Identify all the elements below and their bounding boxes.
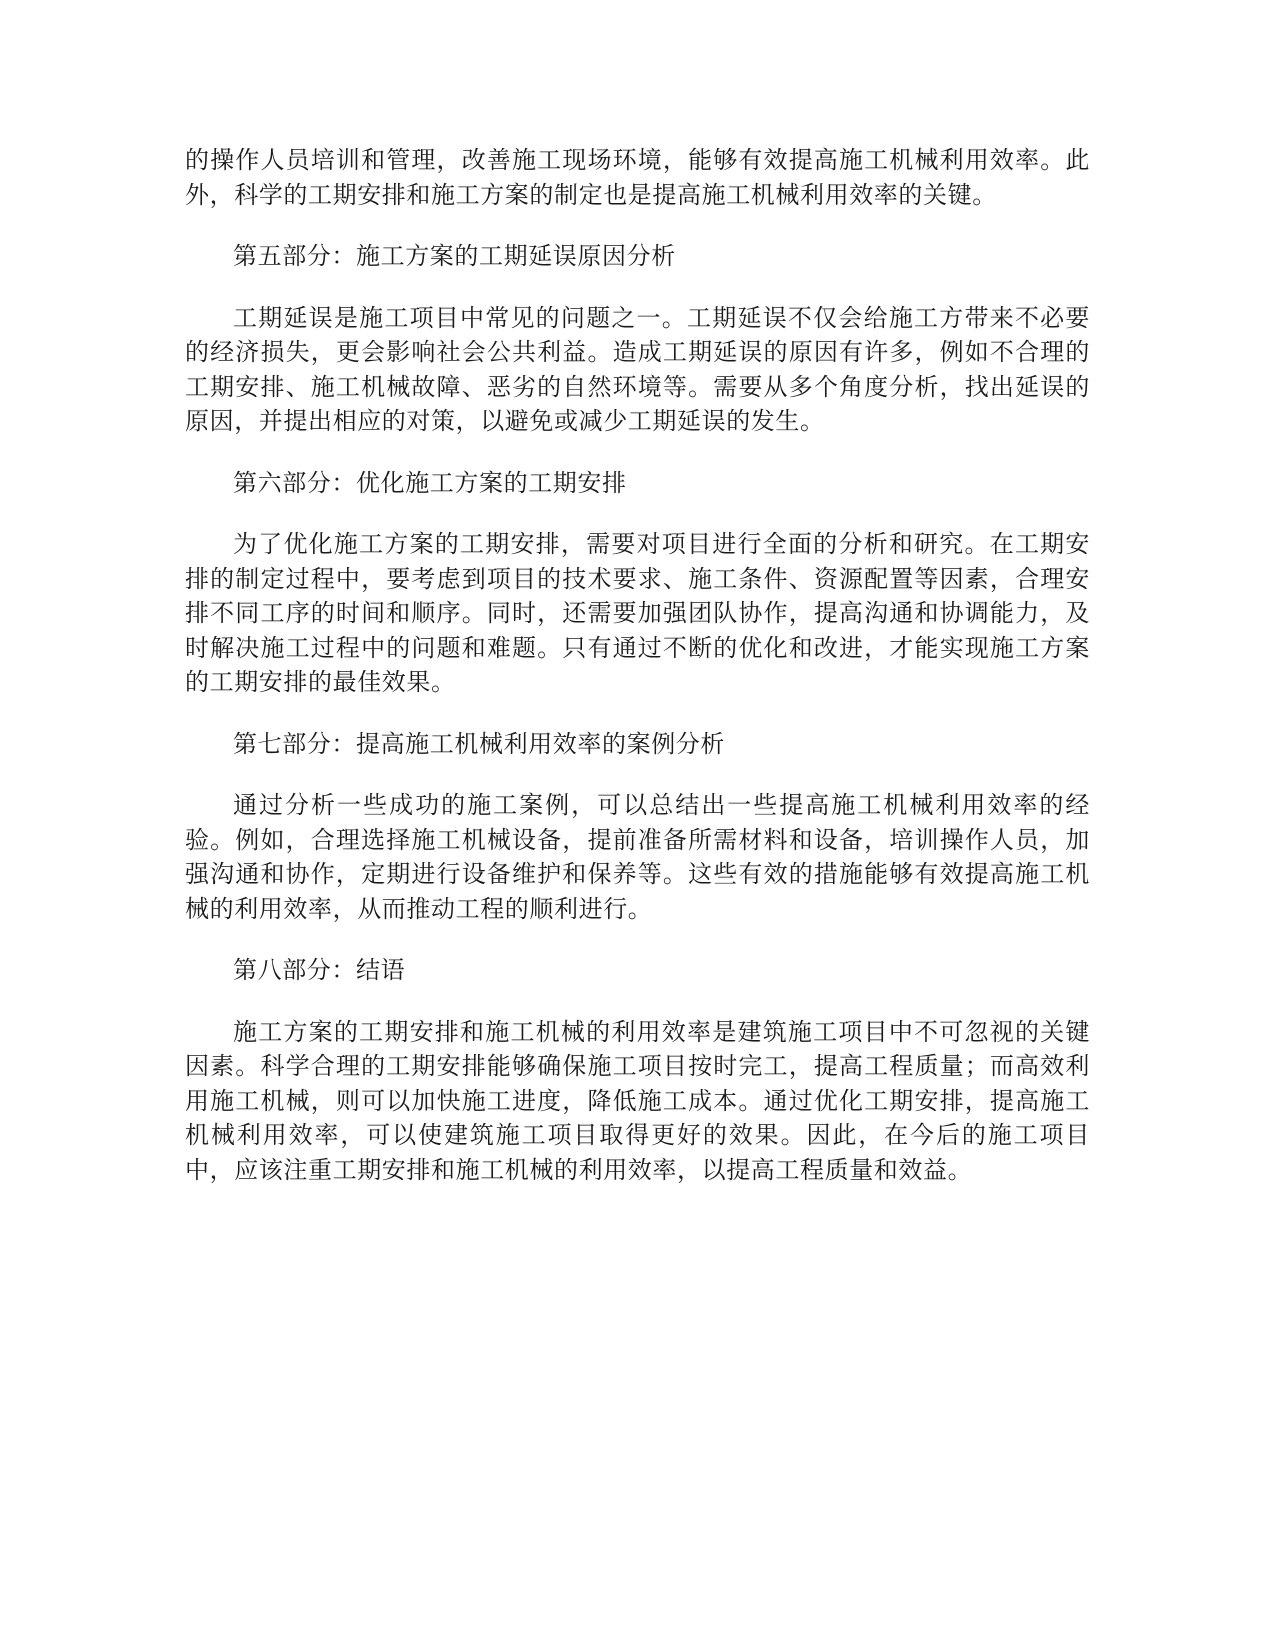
paragraph-case-analysis: 通过分析一些成功的施工案例，可以总结出一些提高施工机械利用效率的经验。例如，合理选择施工机械设备，提前准备所需材料和设备，培训操作人员，加强沟通和协作，定期进行设备维护和保养等。这些有效的措施能够有效提高施工机械的利用效率，从而推动工程的顺利进行。 bbox=[185, 791, 1090, 923]
section-heading-part-5: 第五部分：施工方案的工期延误原因分析 bbox=[233, 242, 676, 270]
paragraph-schedule-optimization: 为了优化施工方案的工期安排，需要对项目进行全面的分析和研究。在工期安排的制定过程中，要考虑到项目的技术要求、施工条件、资源配置等因素，合理安排不同工序的时间和顺序。同时，还需要加强团队协作，提高沟通和协调能力，及时解决施工过程中的问题和难题。只有通过不断的优化和改进，才能实现施工方案的工期安排的最佳效果。 bbox=[185, 530, 1090, 696]
paragraph-continuation: 的操作人员培训和管理，改善施工现场环境，能够有效提高施工机械利用效率。此外，科学的工期安排和施工方案的制定也是提高施工机械利用效率的关键。 bbox=[185, 146, 1090, 209]
section-heading-part-6: 第六部分：优化施工方案的工期安排 bbox=[233, 468, 627, 497]
section-heading-part-8: 第八部分：结语 bbox=[233, 956, 406, 984]
document-body bbox=[185, 143, 1090, 1214]
section-heading-part-7: 第七部分：提高施工机械利用效率的案例分析 bbox=[233, 729, 725, 758]
paragraph-conclusion: 施工方案的工期安排和施工机械的利用效率是建筑施工项目中不可忽视的关键因素。科学合理的工期安排能够确保施工项目按时完工，提高工程质量；而高效利用施工机械，则可以加快施工进度，降低施工成本。通过优化工期安排，提高施工机械利用效率，可以使建筑施工项目取得更好的效果。因此，在今后的施工项目中，应该注重工期安排和施工机械的利用效率，以提高工程质量和效益。 bbox=[185, 1017, 1090, 1184]
paragraph-delay-causes: 工期延误是施工项目中常见的问题之一。工期延误不仅会给施工方带来不必要的经济损失，更会影响社会公共利益。造成工期延误的原因有许多，例如不合理的工期安排、施工机械故障、恶劣的自然环境等。需要从多个角度分析，找出延误的原因，并提出相应的对策，以避免或减少工期延误的发生。 bbox=[185, 303, 1090, 435]
